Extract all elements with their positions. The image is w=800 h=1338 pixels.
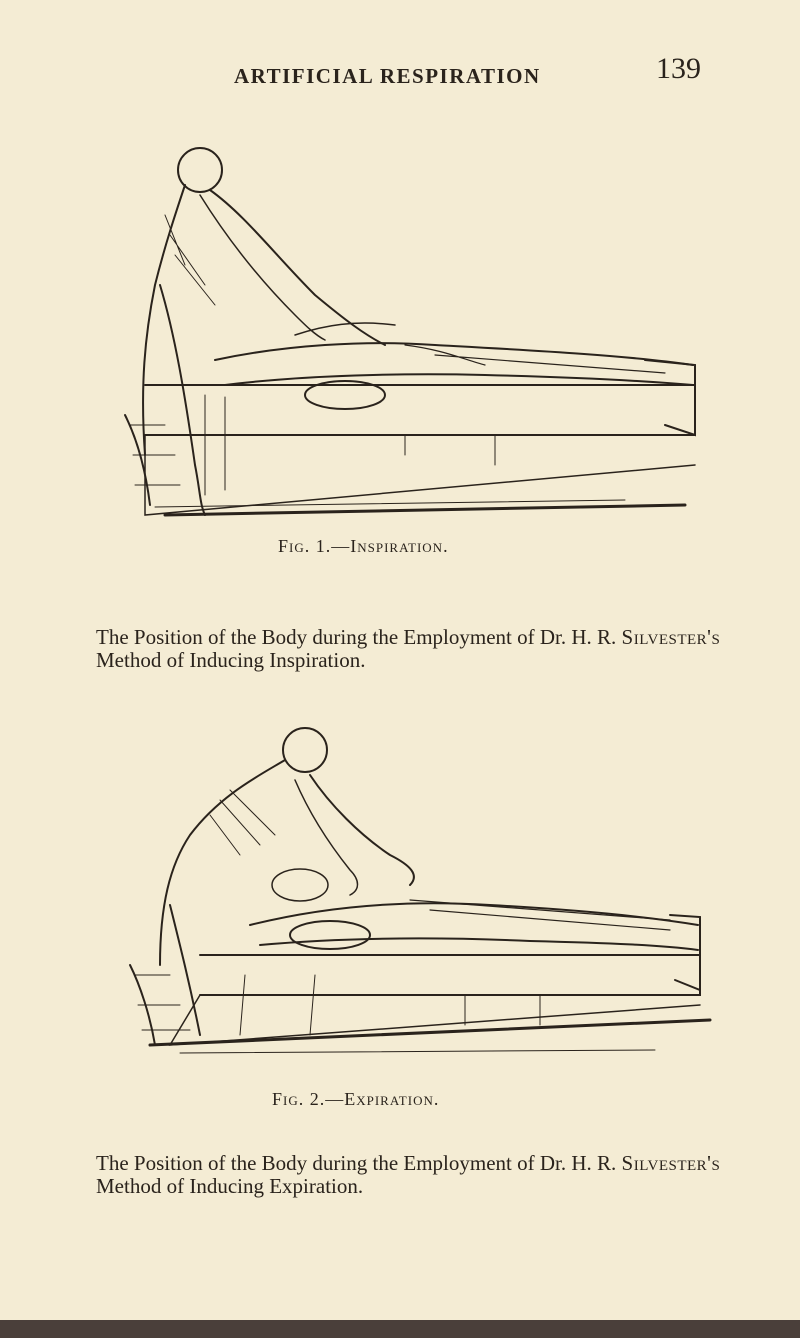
figure-2-expiration-illustration [110, 705, 715, 1065]
figure-2-caption-title: —Expiration. [325, 1089, 440, 1109]
figure-2-description-tail: Method of Inducing Expiration. [96, 1174, 364, 1198]
page-bottom-edge [0, 1320, 800, 1338]
figure-1-description-tail: Method of Inducing Inspiration. [96, 648, 366, 672]
figure-1-inspiration-illustration [105, 135, 705, 525]
figure-2-caption [272, 1089, 439, 1110]
figure-2-description-lead: The Position of the Body during the Employment of Dr. H. R. [96, 1151, 622, 1175]
figure-2-description [96, 1152, 736, 1198]
figure-1-caption [278, 536, 449, 557]
figure-2-description-name: Silvester's [621, 1151, 721, 1175]
figure-1-caption-title: —Inspiration. [331, 536, 449, 556]
figure-1-description-lead: The Position of the Body during the Employment of Dr. H. R. [96, 625, 622, 649]
figure-2-caption-label: Fig. 2. [272, 1089, 326, 1109]
figure-1-description [96, 626, 736, 672]
figure-1-description-name: Silvester's [621, 625, 721, 649]
running-title: ARTIFICIAL RESPIRATION [234, 64, 541, 88]
figure-1-caption-label: Fig. 1. [278, 536, 332, 556]
page-number: 139 [656, 52, 701, 85]
